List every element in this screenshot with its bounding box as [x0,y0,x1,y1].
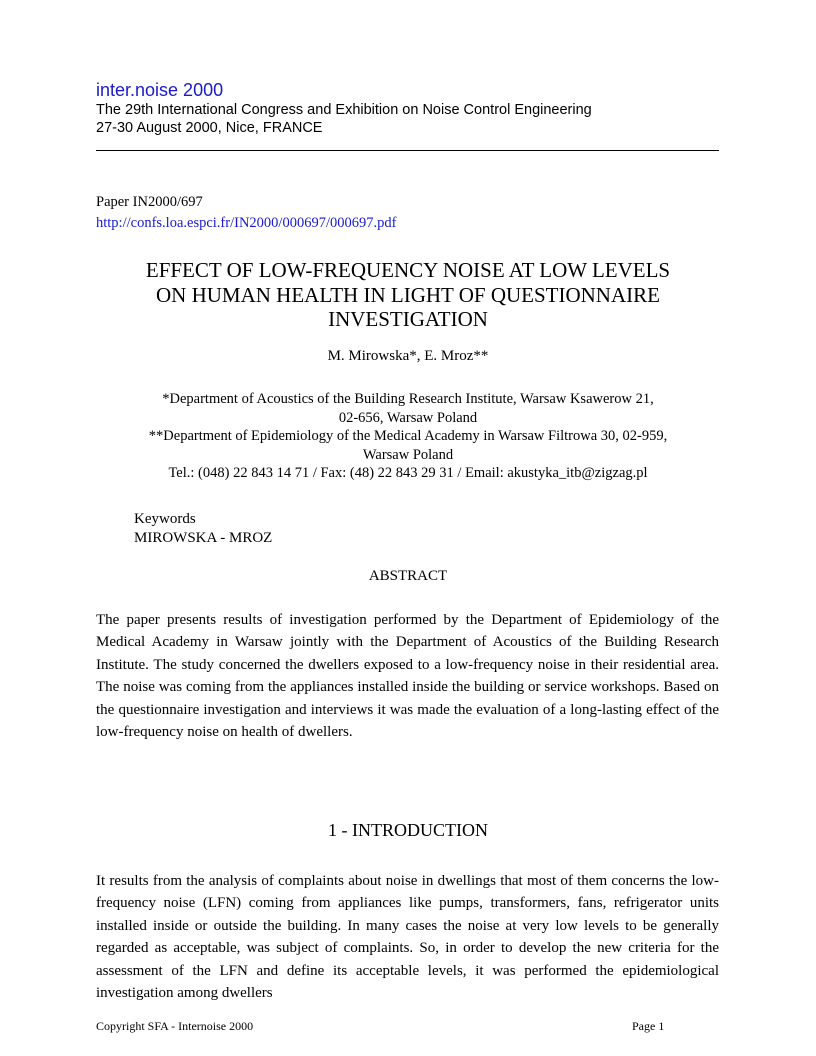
title-line: EFFECT OF LOW-FREQUENCY NOISE AT LOW LEVELS [145,258,671,282]
conference-name: inter.noise 2000 [96,80,224,100]
affiliations [96,390,720,483]
abstract-heading: ABSTRACT [368,568,448,584]
footer-page-number: Page 1 [632,1019,665,1033]
affiliation-line: **Department of Epidemiology of the Medical Academy in Warsaw Filtrowa 30, 02-959, [148,428,668,444]
date-place-line: 27-30 August 2000, Nice, FRANCE [96,120,323,136]
paper-id: Paper IN2000/697 [96,194,203,210]
header-divider [96,150,719,151]
affiliation-line: *Department of Acoustics of the Building Research Institute, Warsaw Ksawerow 21, [162,391,654,407]
keywords-value: MIROWSKA - MROZ [134,529,273,546]
keywords-label: Keywords [134,511,196,527]
affiliation-line: 02-656, Warsaw Poland [338,409,478,426]
congress-line: The 29th International Congress and Exhibition on Noise Control Engineering [96,102,592,118]
paper-title [96,258,720,332]
introduction-text: It results from the analysis of complaints about noise in dwellings that most of them concerns the low-frequency noise (LFN) coming from appliances like pumps, transformers, fans, refrigerator units installed inside or outside the building. In many cases the noise at very low levels to be generally regarded as acceptable, was subject of complaints. So, in order to develop the new criteria for the assessment of the LFN and define its acceptable levels, it was performed the epidemiological investigation among dwellers [96,873,719,1002]
affiliation-line: Warsaw Poland [362,446,454,463]
contact-line: Tel.: (048) 22 843 14 71 / Fax: (48) 22 843 29 31 / Email: akustyka_itb@zigzag.pl [168,465,648,481]
conference-header [96,80,720,137]
title-line: INVESTIGATION [328,307,488,331]
introduction-heading: 1 - INTRODUCTION [328,820,488,840]
footer-copyright: Copyright SFA - Internoise 2000 [96,1019,254,1033]
abstract-text: The paper presents results of investigation performed by the Department of Epidemiology of the Medical Academy in Warsaw jointly with the Department of Acoustics of the Building Research Institute. The study concerned the dwellers exposed to a low-frequency noise in their residential area. The noise was coming from the appliances installed inside the building or service workshops. Based on the questionnaire investigation and interviews it was made the evaluation of a long-lasting effect of the low-frequency noise on health of dwellers. [96,612,719,741]
title-line: ON HUMAN HEALTH IN LIGHT OF QUESTIONNAIRE [156,282,660,307]
authors: M. Mirowska*, E. Mroz** [327,348,489,364]
paper-url-link[interactable]: http://confs.loa.espci.fr/IN2000/000697/000697.pdf [96,215,397,231]
keywords-block [134,510,272,547]
